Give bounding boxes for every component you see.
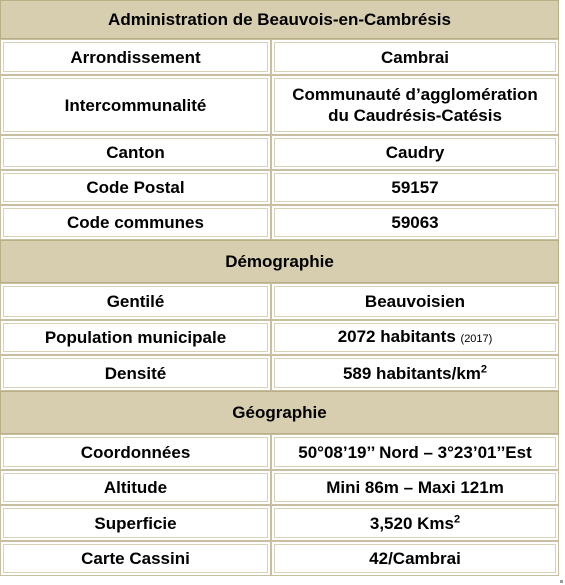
row-carte-cassini: [0, 541, 559, 576]
row-altitude: [0, 470, 559, 505]
section-geographie: [0, 391, 559, 434]
row-coordonnees: [0, 434, 559, 470]
value-densite: [271, 355, 559, 391]
value-coordonnees: 50°08’19’’ Nord – 3°23’01’’Est: [271, 434, 559, 470]
value-superficie-text: 3,520 Kms: [369, 513, 454, 533]
value-canton: Caudry: [271, 135, 559, 170]
value-code-communes: 59063: [271, 205, 559, 240]
row-intercommunalite: [0, 75, 559, 135]
row-superficie: [0, 505, 559, 541]
value-intercommunalite: [271, 75, 559, 135]
label-coordonnees: Coordonnées: [0, 434, 271, 470]
row-population: [0, 320, 559, 355]
value-superficie-exponent: 2: [454, 512, 461, 525]
section-title-geographie: Géographie: [0, 391, 559, 434]
section-title-administration: Administration de Beauvois-en-Cambrésis: [0, 0, 559, 39]
value-densite-text: 589 habitants/km: [342, 363, 481, 383]
label-intercommunalite: Intercommunalité: [0, 75, 271, 135]
value-code-postal: 59157: [271, 170, 559, 205]
value-superficie: [271, 505, 559, 541]
resize-grip-icon: [560, 580, 563, 583]
row-arrondissement: [0, 39, 559, 75]
label-population: Population municipale: [0, 320, 271, 355]
value-altitude: Mini 86m – Maxi 121m: [271, 470, 559, 505]
label-arrondissement: Arrondissement: [0, 39, 271, 75]
value-densite-exponent: 2: [480, 362, 488, 375]
value-intercommunalite-line2: du Caudrésis-Catésis: [328, 106, 502, 125]
row-code-postal: [0, 170, 559, 205]
label-densite: Densité: [0, 355, 271, 391]
value-population-count: 2072 habitants: [337, 326, 456, 346]
section-demographie: [0, 240, 559, 283]
row-densite: [0, 355, 559, 391]
label-gentile: Gentilé: [0, 283, 271, 320]
row-canton: [0, 135, 559, 170]
row-gentile: [0, 283, 559, 320]
value-carte-cassini: 42/Cambrai: [271, 541, 559, 576]
section-administration: [0, 0, 559, 39]
value-population-year: (2017): [460, 332, 493, 345]
label-canton: Canton: [0, 135, 271, 170]
label-superficie: Superficie: [0, 505, 271, 541]
label-altitude: Altitude: [0, 470, 271, 505]
value-gentile: Beauvoisien: [271, 283, 559, 320]
label-carte-cassini: Carte Cassini: [0, 541, 271, 576]
value-arrondissement: Cambrai: [271, 39, 559, 75]
label-code-postal: Code Postal: [0, 170, 271, 205]
value-intercommunalite-line1: Communauté d’agglomération: [292, 85, 538, 104]
value-population: [271, 320, 559, 355]
section-title-demographie: Démographie: [0, 240, 559, 283]
row-code-communes: [0, 205, 559, 240]
label-code-communes: Code communes: [0, 205, 271, 240]
